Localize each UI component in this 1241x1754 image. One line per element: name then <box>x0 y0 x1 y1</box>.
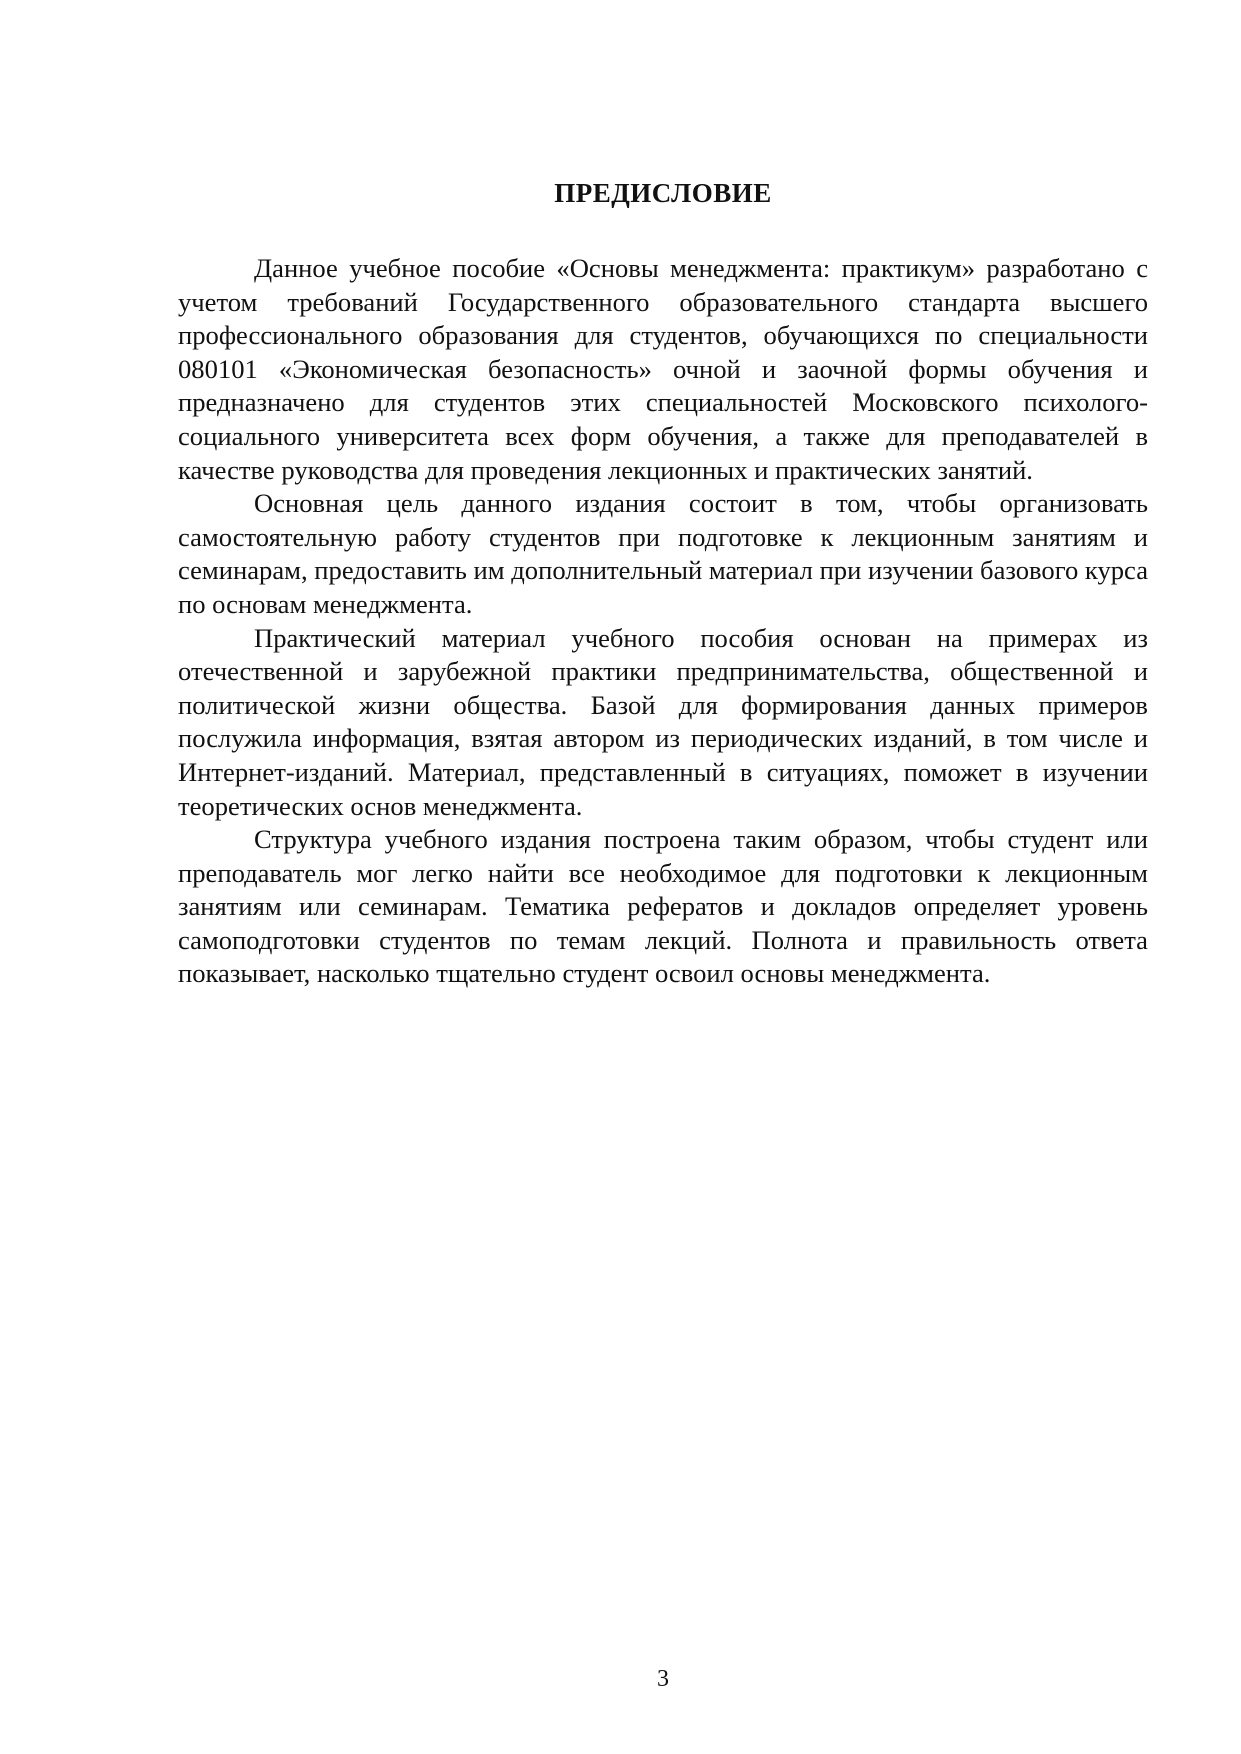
page-number: 3 <box>657 1666 669 1692</box>
body-text <box>178 252 1148 991</box>
paragraph-3: Практический материал учебного пособия основан на примерах из отечественной и зарубежной практики предпринимательства, общественной и политической жизни общества. Базой для формирования данных примеров послужила информация, взятая автором из периодических изданий, в том числе и Интернет-изданий. Материал, представленный в ситуациях, поможет в изучении теоретических основ менеджмента. <box>178 622 1148 821</box>
page-title: ПРЕДИСЛОВИЕ <box>554 178 772 208</box>
paragraph-4: Структура учебного издания построена таким образом, чтобы студент или преподаватель мог легко найти все необходимое для подготовки к лекционным занятиям или семинарам. Тематика рефератов и докладов определяет уровень самоподготовки студентов по темам лекций. Полнота и правильность ответа показывает, насколько тщательно студент освоил основы менеджмента. <box>178 824 1148 989</box>
paragraph-1: Данное учебное пособие «Основы менеджмента: практикум» разработано с учетом требований Государственного образовательного стандарта высшего профессионального образования для студентов, обучающихся по специальности 080101 «Экономическая безопасность» очной и заочной формы обучения и предназначено для студентов этих специальностей Московского психолого-социального университета всех форм обучения, а также для преподавателей в качестве руководства для проведения лекционных и практических занятий. <box>178 253 1148 485</box>
paragraph-2: Основная цель данного издания состоит в том, чтобы организовать самостоятельную работу студентов при подготовке к лекционным занятиям и семинарам, предоставить им дополнительный материал при изучении базового курса по основам менеджмента. <box>178 488 1148 619</box>
